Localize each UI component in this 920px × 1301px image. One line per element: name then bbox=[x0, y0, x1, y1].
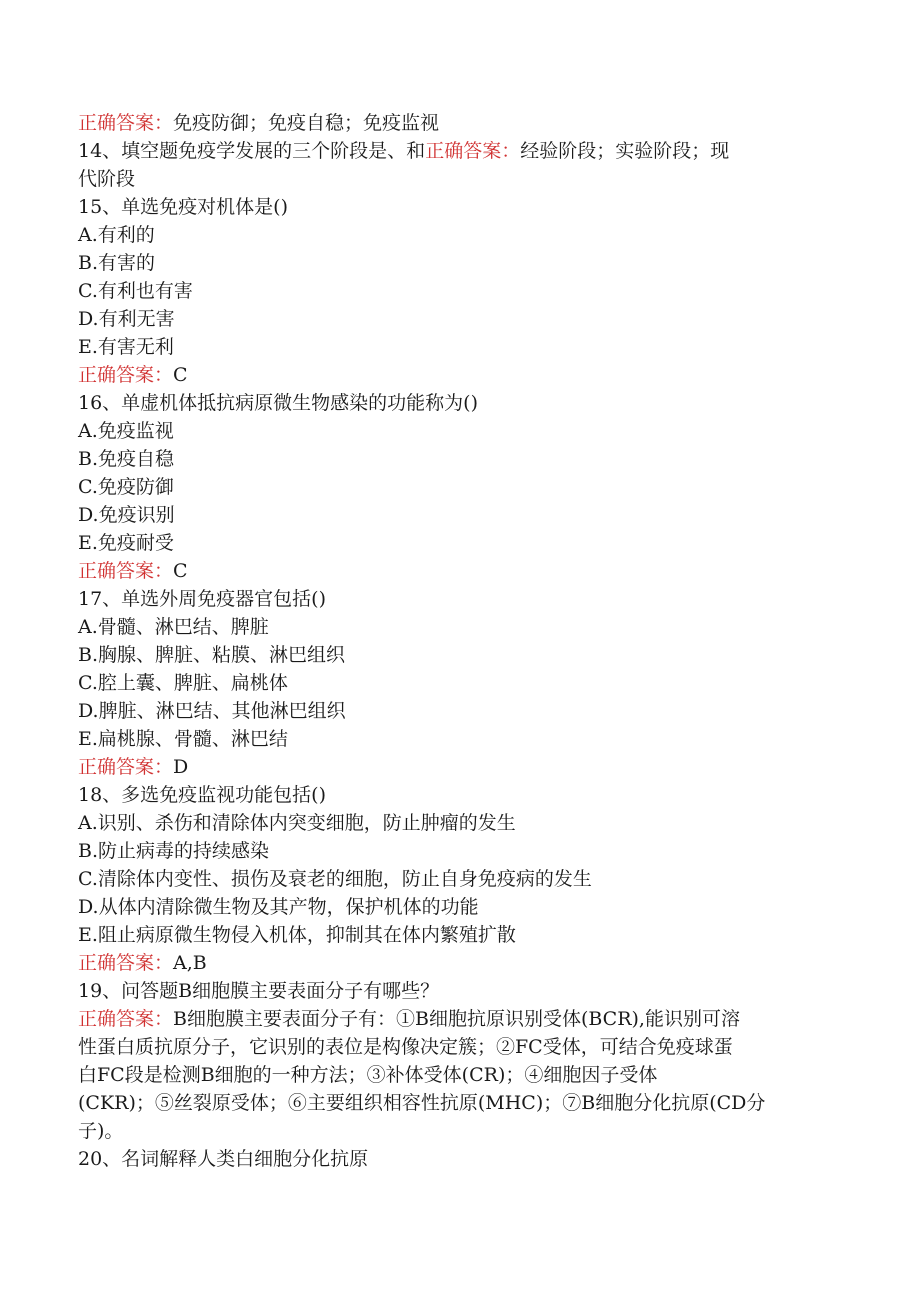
answer-label: 正确答案： bbox=[78, 560, 174, 582]
answer-label: 正确答案： bbox=[78, 756, 174, 778]
question-16-title: 16、单虚机体抵抗病原微生物感染的功能称为() bbox=[78, 392, 479, 414]
answer-continuation: 白FC段是检测B细胞的一种方法；③补体受体(CR)；④细胞因子受体 bbox=[78, 1064, 658, 1086]
answer-line bbox=[78, 753, 838, 781]
answer-text: A,B bbox=[173, 952, 207, 974]
answer-line-top bbox=[78, 109, 838, 137]
option-a: A.有利的 bbox=[78, 224, 155, 246]
answer-line bbox=[78, 361, 838, 389]
document-page bbox=[78, 109, 838, 1173]
answer-text: 经验阶段；实验阶段；现 bbox=[520, 140, 730, 162]
question-text: 14、填空题免疫学发展的三个阶段是、和 bbox=[78, 140, 426, 162]
option-a: A.识别、杀伤和清除体内突变细胞，防止肿瘤的发生 bbox=[78, 812, 516, 834]
option-c: C.腔上囊、脾脏、扁桃体 bbox=[78, 672, 288, 694]
answer-label: 正确答案： bbox=[78, 112, 174, 134]
option-e: E.扁桃腺、骨髓、淋巴结 bbox=[78, 728, 288, 750]
option-c: C.免疫防御 bbox=[78, 476, 174, 498]
option-e: E.免疫耐受 bbox=[78, 532, 174, 554]
option-d: D.有利无害 bbox=[78, 308, 175, 330]
option-b: B.胸腺、脾脏、粘膜、淋巴组织 bbox=[78, 644, 346, 666]
option-d: D.免疫识别 bbox=[78, 504, 175, 526]
answer-line bbox=[78, 557, 838, 585]
question-18-title: 18、多选免疫监视功能包括() bbox=[78, 784, 327, 806]
answer-label: 正确答案： bbox=[78, 364, 174, 386]
answer-label: 正确答案： bbox=[78, 1008, 174, 1030]
answer-text: C bbox=[173, 560, 188, 582]
option-a: A.免疫监视 bbox=[78, 420, 174, 442]
question-14 bbox=[78, 137, 838, 165]
option-b: B.防止病毒的持续感染 bbox=[78, 840, 270, 862]
question-20-title: 20、名词解释人类白细胞分化抗原 bbox=[78, 1148, 369, 1170]
answer-continuation: (CKR)；⑤丝裂原受体；⑥主要组织相容性抗原(MHC)；⑦B细胞分化抗原(CD分 bbox=[78, 1092, 766, 1114]
answer-label: 正确答案： bbox=[425, 140, 521, 162]
answer-line bbox=[78, 949, 838, 977]
question-19-title: 19、问答题B细胞膜主要表面分子有哪些？ bbox=[78, 980, 440, 1002]
answer-continuation: 性蛋白质抗原分子，它识别的表位是构像决定簇；②FC受体，可结合免疫球蛋 bbox=[78, 1036, 733, 1058]
option-a: A.骨髓、淋巴结、脾脏 bbox=[78, 616, 269, 638]
question-17-title: 17、单选外周免疫器官包括() bbox=[78, 588, 327, 610]
answer-label: 正确答案： bbox=[78, 952, 174, 974]
answer-line bbox=[78, 1005, 838, 1033]
answer-text: C bbox=[173, 364, 188, 386]
option-d: D.脾脏、淋巴结、其他淋巴组织 bbox=[78, 700, 346, 722]
option-e: E.有害无利 bbox=[78, 336, 174, 358]
option-c: C.清除体内变性、损伤及衰老的细胞，防止自身免疫病的发生 bbox=[78, 868, 592, 890]
option-b: B.免疫自稳 bbox=[78, 448, 175, 470]
option-e: E.阻止病原微生物侵入机体，抑制其在体内繁殖扩散 bbox=[78, 924, 516, 946]
option-c: C.有利也有害 bbox=[78, 280, 193, 302]
question-15-title: 15、单选免疫对机体是() bbox=[78, 196, 289, 218]
option-d: D.从体内清除微生物及其产物，保护机体的功能 bbox=[78, 896, 479, 918]
answer-text: D bbox=[173, 756, 189, 778]
answer-continuation: 代阶段 bbox=[78, 168, 136, 190]
option-b: B.有害的 bbox=[78, 252, 156, 274]
answer-continuation: 子)。 bbox=[78, 1120, 124, 1142]
answer-text: 免疫防御；免疫自稳；免疫监视 bbox=[173, 112, 440, 134]
answer-text: B细胞膜主要表面分子有：①B细胞抗原识别受体(BCR),能识别可溶 bbox=[173, 1008, 740, 1030]
